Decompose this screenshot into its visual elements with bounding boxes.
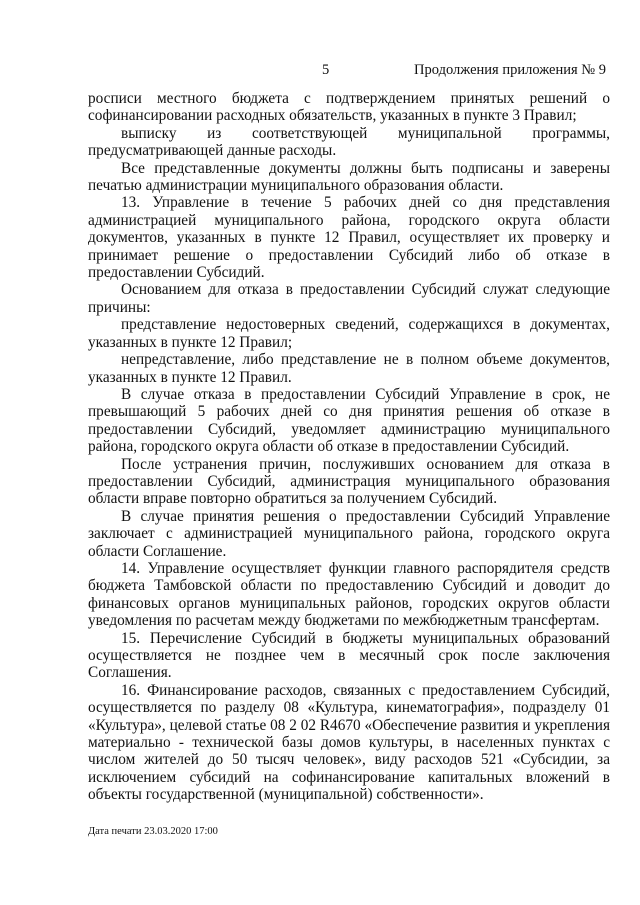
appendix-continuation-note: Продолжения приложения № 9 <box>414 62 606 78</box>
page-header <box>0 62 640 82</box>
page-number: 5 <box>322 62 330 78</box>
paragraph: Все представленные документы должны быть подписаны и заверены печатью администрации муниципального образования области. <box>88 159 610 195</box>
print-date-footer: Дата печати 23.03.2020 17:00 <box>88 826 218 837</box>
paragraph: После устранения причин, послуживших основанием для отказа в предоставлении Субсидий, администрация муниципального образования области вправе повторно обратиться за получением Субсидий. <box>88 455 610 508</box>
document-body <box>88 90 610 804</box>
paragraph: 16. Финансирование расходов, связанных с предоставлением Субсидий, осуществляется по разделу 08 «Культура, кинематография», подразделу 01 «Культура», целевой статье 08 2 02 R4670 «Обеспечение развития и укрепления материально - технической базы домов культуры, в населенных пунктах с числом жителей до 50 тысяч человек», виду расходов 521 «Субсидии, за исключением субсидий на софинансирование капитальных вложений в объекты государственной (муниципальной) собственности». <box>88 681 610 804</box>
paragraph: В случае отказа в предоставлении Субсидий Управление в срок, не превышающий 5 рабочих дней со дня принятия решения об отказе в предоставлении Субсидий, уведомляет администрацию муниципального района, городского округа области об отказе в предоставлении Субсидий. <box>88 385 610 456</box>
paragraph: росписи местного бюджета с подтверждением принятых решений о софинансировании расходных обязательств, указанных в пункте 3 Правил; <box>88 90 610 125</box>
paragraph: 14. Управление осуществляет функции главного распорядителя средств бюджета Тамбовской области по предоставлению Субсидий и доводит до финансовых органов муниципальных районов, городских округов области уведомления по расчетам между бюджетами по межбюджетным трансфертам. <box>88 559 610 630</box>
paragraph: Основанием для отказа в предоставлении Субсидий служат следующие причины: <box>88 281 610 316</box>
paragraph: представление недостоверных сведений, содержащихся в документах, указанных в пункте 12 Правил; <box>88 316 610 351</box>
paragraph: В случае принятия решения о предоставлении Субсидий Управление заключает с администрацией муниципального района, городского округа области Соглашение. <box>88 507 610 560</box>
paragraph: 13. Управление в течение 5 рабочих дней со дня представления администрацией муниципального района, городского округа области документов, указанных в пункте 12 Правил, осуществляет их проверку и принимает решение о предоставлении Субсидий либо об отказе в предоставлении Субсидий. <box>88 194 610 282</box>
paragraph: непредставление, либо представление не в полном объеме документов, указанных в пункте 12 Правил. <box>88 351 610 386</box>
paragraph: выписку из соответствующей муниципальной программы, предусматривающей данные расходы. <box>88 124 610 160</box>
paragraph: 15. Перечисление Субсидий в бюджеты муниципальных образований осуществляется не позднее чем в месячный срок после заключения Соглашения. <box>88 629 610 682</box>
